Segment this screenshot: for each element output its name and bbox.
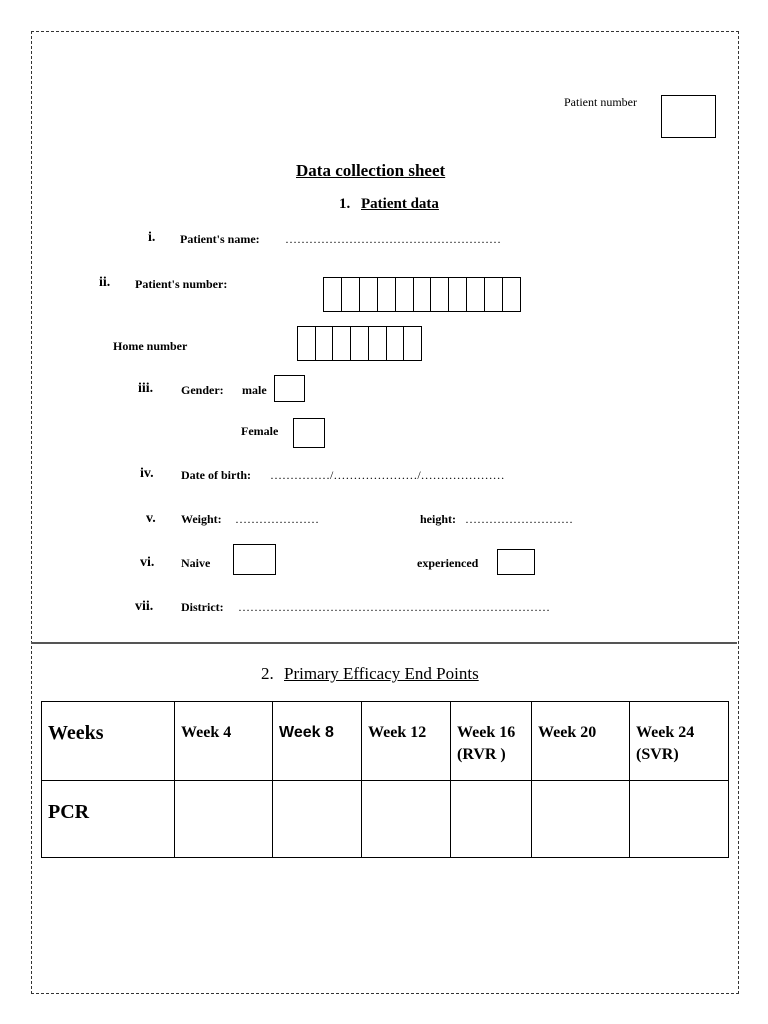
patient-name-field[interactable]: ……………………………………………… — [285, 232, 501, 246]
home-number-digit-box[interactable] — [404, 327, 421, 360]
district-field[interactable]: …………………………………………………………………… — [238, 600, 550, 614]
table-row-pcr — [42, 781, 729, 858]
patient-number-box[interactable] — [661, 95, 716, 138]
gender-female-checkbox[interactable] — [293, 418, 325, 448]
patients-number-digit-box[interactable] — [449, 278, 467, 311]
patient-name-label: Patient's name: — [180, 232, 260, 246]
roman-v: v. — [146, 511, 156, 526]
patients-number-digit-box[interactable] — [378, 278, 396, 311]
pcr-week-20-cell[interactable] — [532, 781, 630, 858]
date-of-birth-field[interactable]: ……………/…………………/………………… — [270, 468, 505, 482]
weight-label: Weight: — [181, 512, 222, 526]
header-week-8: Week 8 — [273, 702, 362, 781]
gender-label: Gender: — [181, 383, 224, 397]
header-week-20: Week 20 — [532, 702, 630, 781]
section2-title: Primary Efficacy End Points — [284, 664, 479, 683]
pcr-week-16-cell[interactable] — [451, 781, 532, 858]
patients-number-digit-box[interactable] — [360, 278, 378, 311]
pcr-week-8-cell[interactable] — [273, 781, 362, 858]
home-number-boxes[interactable] — [297, 326, 422, 361]
header-week-16-sub: (RVR ) — [457, 746, 506, 763]
district-label: District: — [181, 600, 224, 614]
section1-number: 1. — [339, 196, 351, 212]
patients-number-digit-box[interactable] — [396, 278, 414, 311]
home-number-digit-box[interactable] — [316, 327, 334, 360]
section-divider — [31, 642, 737, 644]
header-week-24 — [630, 702, 729, 781]
patients-number-digit-box[interactable] — [342, 278, 360, 311]
patients-number-digit-box[interactable] — [431, 278, 449, 311]
pcr-week-24-cell[interactable] — [630, 781, 729, 858]
patient-number-label: Patient number — [564, 95, 637, 109]
header-week-24-sub: (SVR) — [636, 746, 679, 763]
roman-iv: iv. — [140, 466, 154, 481]
naive-checkbox[interactable] — [233, 544, 276, 575]
home-number-digit-box[interactable] — [369, 327, 387, 360]
patients-number-digit-box[interactable] — [485, 278, 503, 311]
patients-number-digit-box[interactable] — [324, 278, 342, 311]
header-week-24-label: Week 24 — [636, 724, 695, 741]
weight-field[interactable]: ………………… — [235, 512, 319, 526]
home-number-digit-box[interactable] — [333, 327, 351, 360]
patients-number-digit-box[interactable] — [503, 278, 520, 311]
patients-number-boxes[interactable] — [323, 277, 521, 312]
experienced-checkbox[interactable] — [497, 549, 535, 575]
pcr-week-4-cell[interactable] — [175, 781, 273, 858]
header-week-16-label: Week 16 — [457, 724, 516, 741]
patients-number-label: Patient's number: — [135, 277, 228, 291]
header-weeks: Weeks — [42, 702, 175, 781]
height-label: height: — [420, 512, 456, 526]
home-number-digit-box[interactable] — [387, 327, 405, 360]
gender-female-label: Female — [241, 424, 279, 438]
table-header-row — [42, 702, 729, 781]
section1-title: Patient data — [361, 196, 439, 212]
naive-label: Naive — [181, 556, 211, 570]
roman-iii: iii. — [138, 381, 154, 396]
row-label-pcr: PCR — [42, 781, 175, 858]
date-of-birth-label: Date of birth: — [181, 468, 251, 482]
roman-ii: ii. — [99, 275, 111, 290]
gender-male-checkbox[interactable] — [274, 375, 305, 402]
header-week-4: Week 4 — [175, 702, 273, 781]
home-number-digit-box[interactable] — [351, 327, 369, 360]
header-week-12: Week 12 — [362, 702, 451, 781]
roman-vii: vii. — [135, 599, 154, 614]
pcr-week-12-cell[interactable] — [362, 781, 451, 858]
roman-i: i. — [148, 230, 156, 245]
gender-male-label: male — [242, 383, 267, 397]
page-title: Data collection sheet — [296, 161, 446, 180]
efficacy-table — [41, 701, 729, 858]
home-number-digit-box[interactable] — [298, 327, 316, 360]
header-week-16 — [451, 702, 532, 781]
patients-number-digit-box[interactable] — [467, 278, 485, 311]
patients-number-digit-box[interactable] — [414, 278, 432, 311]
experienced-label: experienced — [417, 556, 479, 570]
roman-vi: vi. — [140, 555, 155, 570]
height-field[interactable]: ……………………… — [465, 512, 573, 526]
home-number-label: Home number — [113, 339, 188, 353]
section2-number: 2. — [261, 664, 274, 683]
